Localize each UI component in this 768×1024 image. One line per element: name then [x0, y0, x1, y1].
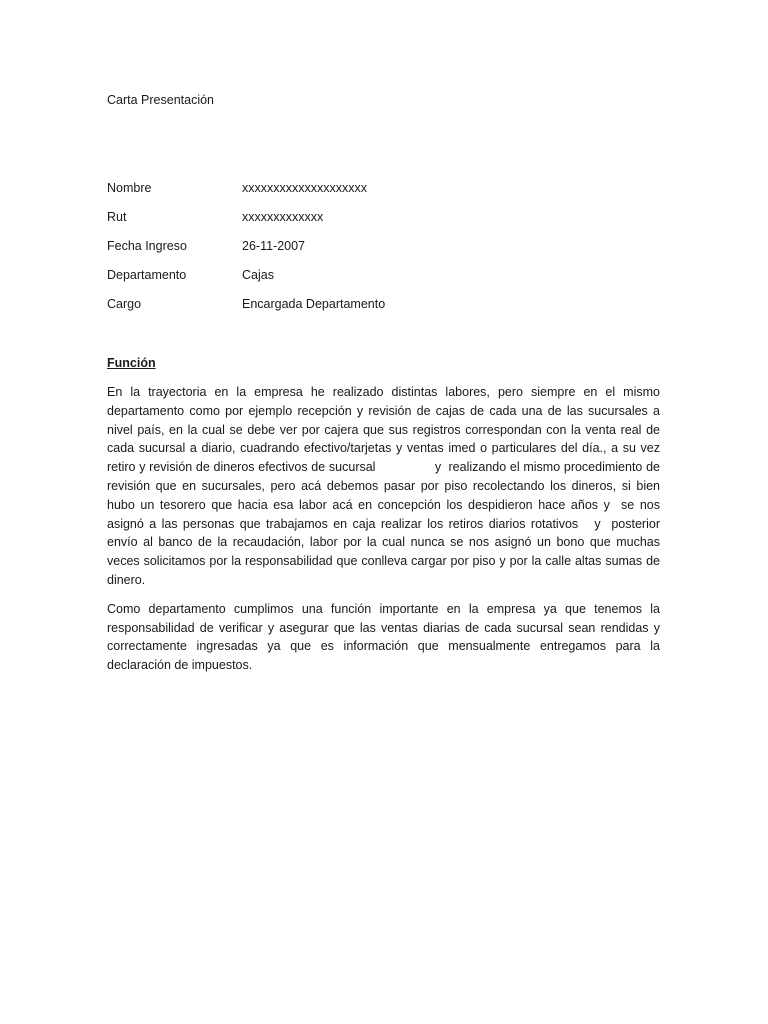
section-heading-funcion: Función — [107, 356, 156, 370]
body-text — [107, 383, 664, 685]
paragraph: En la trayectoria en la empresa he realizado distintas labores, pero siempre en el mismo departamento como por ejemplo recepción y revisión de cajas de cada una de las sucursales a nivel país, en la cual se debe ver por cajera que sus registros correspondan con la venta real de cada sucursal a diario, cuadrando efectivo/tarjetas y ventas imed o particulares del día., a su vez retiro y revisión de dineros efectivos de sucursal y realizando el mismo procedimiento de revisión que en sucursales, pero acá debemos pasar por piso recolectando los dineros, si bien hubo un tesorero que hacia esa labor acá en concepción los despidieron hace años y se nos asignó a las personas que trabajamos en caja realizar los retiros diarios rotativos y posterior envío al banco de la recaudación, labor por la cual nunca se nos asignó un bono que muchas veces solicitamos por la responsabilidad que conlleva cargar por piso y por la calle altas sumas de dinero. — [107, 385, 664, 587]
info-value: Cajas — [242, 268, 274, 282]
info-label: Departamento — [107, 268, 187, 282]
info-value: 26-11-2007 — [242, 239, 306, 253]
info-value: xxxxxxxxxxxxxxxxxxxx — [242, 181, 367, 195]
employee-info-table — [107, 180, 647, 325]
info-row-departamento — [107, 267, 647, 296]
document-title: Carta Presentación — [107, 93, 215, 107]
info-row-cargo — [107, 296, 647, 325]
info-label: Fecha Ingreso — [107, 239, 187, 253]
info-label: Cargo — [107, 297, 142, 311]
info-value: Encargada Departamento — [242, 297, 386, 311]
info-row-fecha-ingreso — [107, 238, 647, 267]
info-label: Rut — [107, 210, 127, 224]
info-row-rut — [107, 209, 647, 238]
info-row-nombre — [107, 180, 647, 209]
info-value: xxxxxxxxxxxxx — [242, 210, 324, 224]
paragraph: Como departamento cumplimos una función importante en la empresa ya que tenemos la responsabilidad de verificar y asegurar que las ventas diarias de cada sucursal sean rendidas y correctamente ingresadas ya que es información que mensualmente entregamos para la declaración de impuestos. — [107, 601, 660, 673]
info-label: Nombre — [107, 181, 152, 195]
